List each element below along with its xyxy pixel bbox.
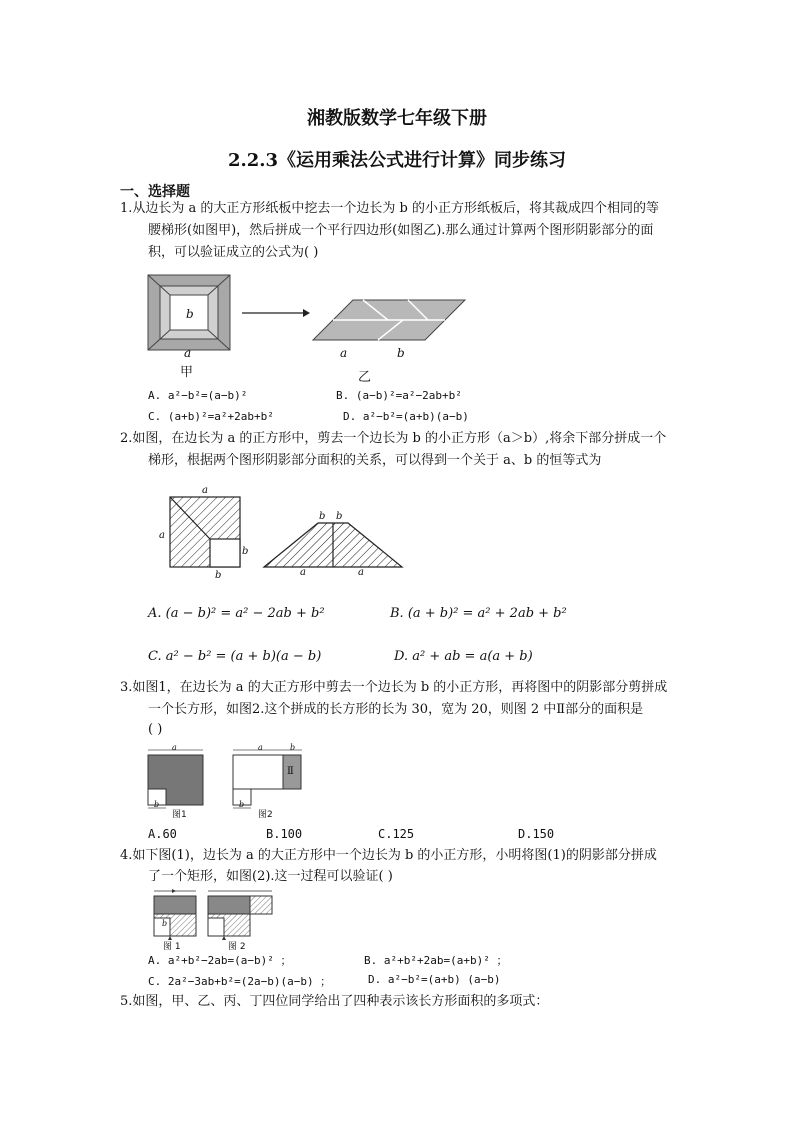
q2-label-a-b1: a bbox=[300, 567, 306, 578]
question-3-line-3: ( ) bbox=[148, 722, 163, 737]
q2-label-b-right: b bbox=[242, 546, 249, 557]
q1-label-yi: 乙 bbox=[358, 370, 372, 385]
q4-option-a[interactable]: A. a²+b²−2ab=(a−b)² ； bbox=[148, 954, 292, 967]
question-3-line-2: 一个长方形，如图2.这个拼成的长方形的长为 30，宽为 20，则图 2 中Ⅱ部分的面积是 bbox=[148, 702, 644, 717]
q3-label-roman-2: Ⅱ bbox=[287, 766, 294, 777]
q3-label-b3: b bbox=[239, 800, 245, 809]
q2-option-c[interactable]: C. a² − b² = (a + b)(a − b) bbox=[148, 649, 322, 664]
q2-option-d[interactable]: D. a² + ab = a(a + b) bbox=[394, 649, 533, 664]
q3-option-a[interactable]: A.60 bbox=[148, 827, 177, 841]
q3-option-b[interactable]: B.100 bbox=[266, 827, 303, 841]
q2-label-b-t1: b bbox=[319, 511, 326, 522]
q3-label-fig2: 图2 bbox=[258, 810, 273, 820]
question-1-line-3: 积，可以验证成立的公式为( ) bbox=[148, 245, 319, 260]
section-heading: 一、选择题 bbox=[120, 184, 190, 200]
document-subtitle: 2.2.3《运用乘法公式进行计算》同步练习 bbox=[227, 150, 567, 171]
q3-option-d[interactable]: D.150 bbox=[518, 827, 555, 841]
question-4-line-1: 4.如下图(1)，边长为 a 的大正方形中一个边长为 b 的小正方形，小明将图(1)的阴影部分拼成 bbox=[120, 848, 657, 863]
cut-small-square bbox=[210, 539, 240, 567]
question-1-figure bbox=[148, 270, 468, 385]
q1-option-a[interactable]: A. a²−b²=(a−b)² bbox=[148, 389, 248, 402]
q3-label-fig1: 图1 bbox=[172, 810, 187, 820]
q1-label-a: a bbox=[184, 346, 192, 360]
q1-label-a2: a bbox=[340, 346, 348, 360]
q3-label-b2: b bbox=[290, 743, 296, 752]
question-2-line-1: 2.如图，在边长为 a 的正方形中，剪去一个边长为 b 的小正方形（a＞b）,将余下部分拼成一个 bbox=[120, 431, 667, 446]
q2-label-a-left: a bbox=[159, 530, 165, 541]
question-3-line-1: 3.如图1，在边长为 a 的大正方形中剪去一个边长为 b 的小正方形，再将图中的阴影部分剪拼成 bbox=[120, 680, 668, 695]
q2-label-a-b2: a bbox=[358, 567, 364, 578]
q2-label-b-t2: b bbox=[336, 511, 343, 522]
q4-option-d[interactable]: D. a²−b²=(a+b) (a−b) bbox=[368, 973, 501, 986]
q3-label-b1: b bbox=[154, 800, 160, 809]
question-2-figure bbox=[168, 495, 408, 575]
q2-option-a[interactable]: A. (a − b)² = a² − 2ab + b² bbox=[148, 606, 325, 621]
q3-option-c[interactable]: C.125 bbox=[378, 827, 415, 841]
q4-label-b: b bbox=[162, 919, 168, 928]
q2-label-b-bottom: b bbox=[215, 570, 222, 581]
question-1-line-1: 1.从边长为 a 的大正方形纸板中挖去一个边长为 b 的小正方形纸板后，将其裁成四个相同的等 bbox=[120, 201, 660, 216]
q1-label-b2: b bbox=[397, 346, 405, 360]
q1-label-jia: 甲 bbox=[180, 365, 194, 380]
q4-option-c[interactable]: C. 2a²−3ab+b²=(2a−b)(a−b) ； bbox=[148, 975, 332, 988]
q1-label-b: b bbox=[186, 307, 194, 321]
question-3-figure bbox=[145, 745, 305, 820]
question-2-line-2: 梯形，根据两个图形阴影部分面积的关系，可以得到一个关于 a、b 的恒等式为 bbox=[148, 453, 602, 468]
document-title: 湘教版数学七年级下册 bbox=[307, 108, 487, 129]
q3-label-a1: a bbox=[172, 743, 177, 752]
q1-option-b[interactable]: B. (a−b)²=a²−2ab+b² bbox=[336, 389, 462, 402]
q4-label-fig2: 图 2 bbox=[228, 942, 246, 952]
q2-label-a-top: a bbox=[202, 485, 208, 496]
question-4-line-2: 了一个矩形，如图(2).这一过程可以验证( ) bbox=[148, 869, 393, 884]
q1-option-c[interactable]: C. (a+b)²=a²+2ab+b² bbox=[148, 410, 274, 423]
question-1-line-2: 腰梯形(如图甲)，然后拼成一个平行四边形(如图乙).那么通过计算两个图形阴影部分的面 bbox=[148, 223, 654, 238]
q3-label-a2: a bbox=[258, 743, 263, 752]
q1-option-d[interactable]: D. a²−b²=(a+b)(a−b) bbox=[343, 410, 469, 423]
q4-option-b[interactable]: B. a²+b²+2ab=(a+b)² ； bbox=[364, 954, 508, 967]
q4-label-fig1: 图 1 bbox=[163, 942, 181, 952]
q2-option-b[interactable]: B. (a + b)² = a² + 2ab + b² bbox=[390, 606, 567, 621]
question-5-line-1: 5.如图，甲、乙、丙、丁四位同学给出了四种表示该长方形面积的多项式： bbox=[120, 994, 549, 1009]
